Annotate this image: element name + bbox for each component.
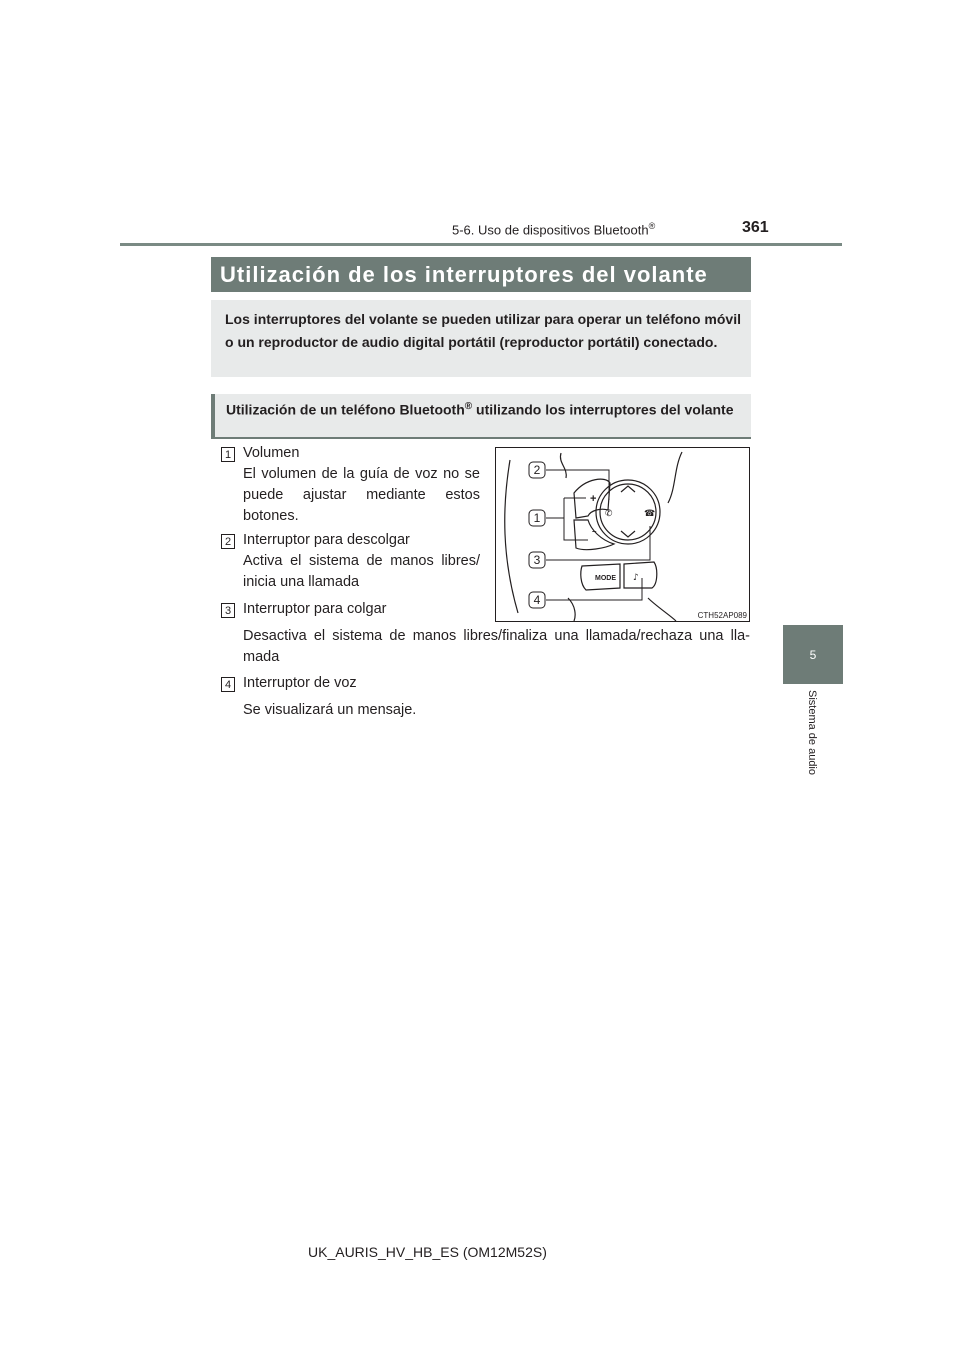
mode-label: MODE [595,575,616,582]
footer-code: UK_AURIS_HV_HB_ES (OM12M52S) [308,1244,547,1260]
item-desc-4: Se visualizará un mensaje. [243,702,417,718]
figure-code: CTH52AP089 [697,611,747,620]
intro-box: Los interruptores del volante se pueden utilizar para operar un teléfono móvil o un reproductor de audio digital portátil (reproductor portátil) conectado. [211,300,751,377]
steering-switch-figure [495,447,750,622]
item-desc-2: Activa el sistema de manos libres/ inicia una llamada [243,553,480,590]
page-title: Utilización de los interruptores del volante [211,257,751,292]
item-number-1: 1 [221,447,235,462]
callout-4: 4 [533,593,541,607]
voice-icon: ♪ [633,573,639,583]
pickup-phone-icon: ✆ [605,509,613,519]
chapter-title: Sistema de audio [806,690,818,775]
callout-3: 3 [533,553,541,567]
subheading: Utilización de un teléfono Bluetooth® utilizando los interruptores del volante [211,394,751,439]
item-title-3: Interruptor para colgar [243,601,387,617]
item-title-2: Interruptor para descolgar [243,532,410,548]
hangup-phone-icon: ☎ [644,509,656,519]
minus-sign: – [592,527,597,536]
plus-sign: + [590,493,597,505]
page-number: 361 [742,219,769,236]
item-title-1: Volumen [243,445,300,461]
item-title-4: Interruptor de voz [243,675,357,691]
item-number-4: 4 [221,677,235,692]
callout-2: 2 [533,463,541,477]
item-number-3: 3 [221,603,235,618]
item-desc-1: El volumen de la guía de voz no se puede ajustar mediante estos botones. [243,466,480,524]
chapter-tab: 5 [783,625,843,684]
header-divider [120,243,842,246]
item-desc-3: Desactiva el sistema de manos libres/finaliza una llamada/rechaza una lla-mada [243,628,750,665]
item-number-2: 2 [221,534,235,549]
section-header: 5-6. Uso de dispositivos Bluetooth® [452,221,656,238]
steering-switch-illustration [496,448,749,621]
callout-1: 1 [533,511,541,525]
